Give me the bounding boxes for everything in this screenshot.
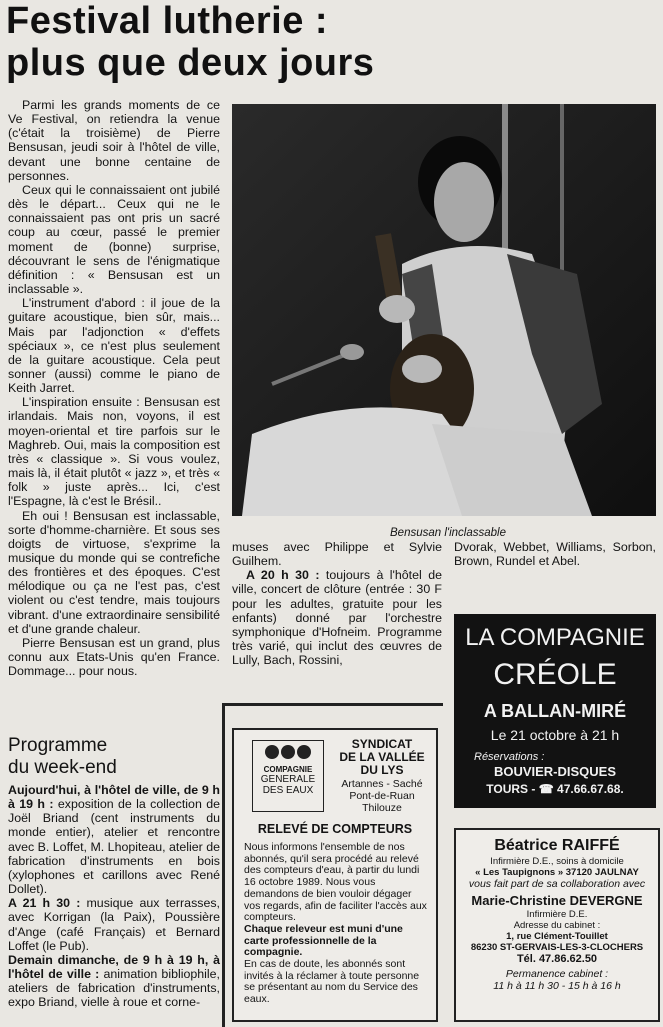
ad-hours: 11 h à 11 h 30 - 15 h à 16 h (493, 980, 621, 992)
programme-item-lead: Demain dimanche, de 9 h à 19 h, à l'hôtel de ville : (8, 952, 220, 982)
ad-town: 86230 ST-GERVAIS-LES-3-CLOCHERS (470, 942, 644, 953)
ad-cabinet-label: Adresse du cabinet : (513, 920, 601, 931)
ad-role: Infirmière D.E., soins à domicile (490, 856, 624, 867)
phone-icon: ☎ (538, 782, 554, 796)
programme-list (8, 783, 220, 1010)
article-paragraph: Ceux qui le connaissaient ont jubilé dès le départ... Ceux qui ne le connaissaient pas ont pris un sacré coup au cœur, passé le premier moment de (bonne) surprise, découvrant le sens de l'énigmatique définition : « Bensusan est un inclassable ». (8, 182, 220, 297)
notice-body (244, 842, 428, 1006)
ad-title: LA COMPAGNIE (465, 624, 645, 651)
ad-name: Béatrice RAIFFÉ (494, 837, 620, 854)
ad-street: 1, rue Clément-Touillet (506, 931, 608, 942)
notice-footer-text: En cas de doute, les abonnés sont invités à la réclamer à toute personne se présentant au nom du Service des eaux. (244, 958, 420, 1006)
notice-bold-text: Chaque releveur est muni d'une carte professionnelle de la compagnie. (244, 922, 403, 959)
programme-item-text: animation bibliophile, ateliers de fabrication d'instruments, expo Briand, vielle à roue et corne- (8, 967, 220, 1010)
syndicat-name: DE LA VALLÉE (339, 750, 425, 764)
notice-title: RELEVÉ DE COMPTEURS (257, 822, 413, 836)
headline (6, 0, 456, 84)
programme-title-line-1: Programme (8, 735, 108, 756)
ad-shop: BOUVIER-DISQUES (493, 764, 617, 779)
programme-title-line-2: du week-end (8, 757, 117, 778)
ad-compagnie-creole (454, 614, 656, 808)
syndicat-communes: Artannes - Saché Pont-de-Ruan Thilouze (341, 778, 423, 814)
programme-item (8, 896, 220, 953)
programme-item-text: exposition de la collection de Joël Briand (cent instruments du monde entier), atelier et rencontre avec B. Loffet, M. Lhopiteau, atelier de fabrication d'instruments en bois (xylophones et carillons avec René Dollet). (8, 797, 220, 897)
notice-body-text: Nous informons l'ensemble de nos abonnés, qu'il sera procédé au relevé des compteurs d'eau, à partir du lundi 16 octobre 1989. Nous vous demandons de bien vouloir dégager vos regards, afin de faciliter l'accès aux compteurs. (244, 841, 427, 924)
ad-partner: Marie-Christine DEVERGNE (471, 893, 643, 908)
ad-title: CRÉOLE (493, 658, 617, 691)
syndicat-block (332, 738, 432, 814)
photo-caption: Bensusan l'inclassable (390, 527, 506, 539)
compagnie-generale-logo (252, 740, 324, 812)
ad-address: « Les Taupignons » 37120 JAULNAY (475, 867, 639, 878)
programme-continuation-2 (454, 540, 656, 568)
ad-perm-label: Permanence cabinet : (505, 968, 609, 980)
article-paragraph: Eh oui ! Bensusan est inclassable, sorte d'homme-charnière. Et sous ses doigts de virtuose, s'exprime la musique du monde qui se contrefiche des frontières et des époques. C'est mélodique ou ça ne l'est pas, c'est violent ou c'est tendre, mais toujours vibrant. d'une extraordinaire sensibilité et d'une grande chaleur. (8, 508, 220, 636)
article-column (8, 98, 220, 678)
programme-item-text: musique aux terrasses, avec Korrigan (la Paix), Poussière d'Ange (café Français) et Bernard Loffet (le Pub). (8, 896, 220, 953)
ad-contact (454, 781, 656, 797)
article-paragraph: L'inspiration ensuite : Bensusan est irlandais. Mais non, voyons, il est moyen-oriental et tire parfois sur le Maghreb. Oui, mais la composition est très « classique ». Si vous voulez, mais là, il était plutôt « jazz », et très « folk » juste après... Ici, c'est l'Espagne, là c'est le Brésil.. (8, 395, 220, 509)
ad-raiffe (454, 828, 660, 1022)
headline-line-2: plus que deux jours (6, 42, 375, 84)
ad-city: TOURS - (486, 782, 536, 796)
programme-item-lead: A 21 h 30 : (8, 896, 81, 911)
water-notice (232, 728, 438, 1022)
ad-partner-role: Infirmière D.E. (526, 909, 588, 920)
article-paragraph: L'instrument d'abord : il joue de la guitare acoustique, bien sûr, mais... Mais par l'adjonction « d'effets spéciaux », ce n'est plus seulement de la guitare acoustique. Cela peut sonner (aussi) comme le piano de Keith Jarret. (8, 296, 220, 396)
syndicat-name: DU LYS (360, 763, 404, 777)
ad-text: vous fait part de sa collaboration avec (468, 878, 646, 890)
guitarist-photo (232, 104, 656, 516)
programme-item-lead: A 20 h 30 : (246, 568, 320, 583)
ad-tel: Tél. 47.86.62.50 (516, 953, 598, 965)
programme-item (8, 783, 220, 896)
programme-item-lead: Aujourd'hui, à l'hôtel de ville, de 9 h à 19 h : (8, 783, 220, 812)
article-paragraph: Parmi les grands moments de ce Ve Festival, on retiendra la venue (c'était la troisième) de Pierre Bensusan, jeudi soir à l'hôtel de ville, devant une bonne centaine de personnes. (8, 98, 220, 183)
logo-text: DES EAUX (262, 785, 314, 796)
programme-continuation-text: muses avec Philippe et Sylvie Guilhem. (232, 540, 442, 569)
article-paragraph: Pierre Bensusan est un grand, plus connu aux Etats-Unis qu'en France. Dommage... pour nous. (8, 635, 220, 679)
programme-continuation (232, 540, 442, 667)
programme-continuation-text: Dvorak, Webbet, Williams, Sorbon, Brown, Rundel et Abel. (454, 540, 656, 569)
wave-logo-icon (253, 745, 323, 759)
headline-line-1: Festival lutherie : (6, 0, 329, 42)
logo-text: GENERALE (260, 774, 316, 785)
ad-phone: 47.66.67.68. (557, 782, 624, 796)
programme-title (8, 735, 117, 779)
logo-text: COMPAGNIE (263, 765, 313, 774)
programme-item (232, 568, 442, 667)
syndicat-name: SYNDICAT (351, 737, 413, 751)
ad-location: A BALLAN-MIRÉ (483, 701, 627, 721)
ad-date: Le 21 octobre à 21 h (490, 727, 620, 743)
programme-item (8, 953, 220, 1010)
programme-item-text: toujours à l'hôtel de ville, concert de clôture (entrée : 30 F pour les adultes, gratuite pour les enfants) donné par l'orchestre symphonique d'Hofneim. Programme très varié, qui inclut des œuvres de Lully, Bach, Rossini, (232, 568, 442, 668)
ad-reservations-label: Réservations : (474, 751, 545, 763)
